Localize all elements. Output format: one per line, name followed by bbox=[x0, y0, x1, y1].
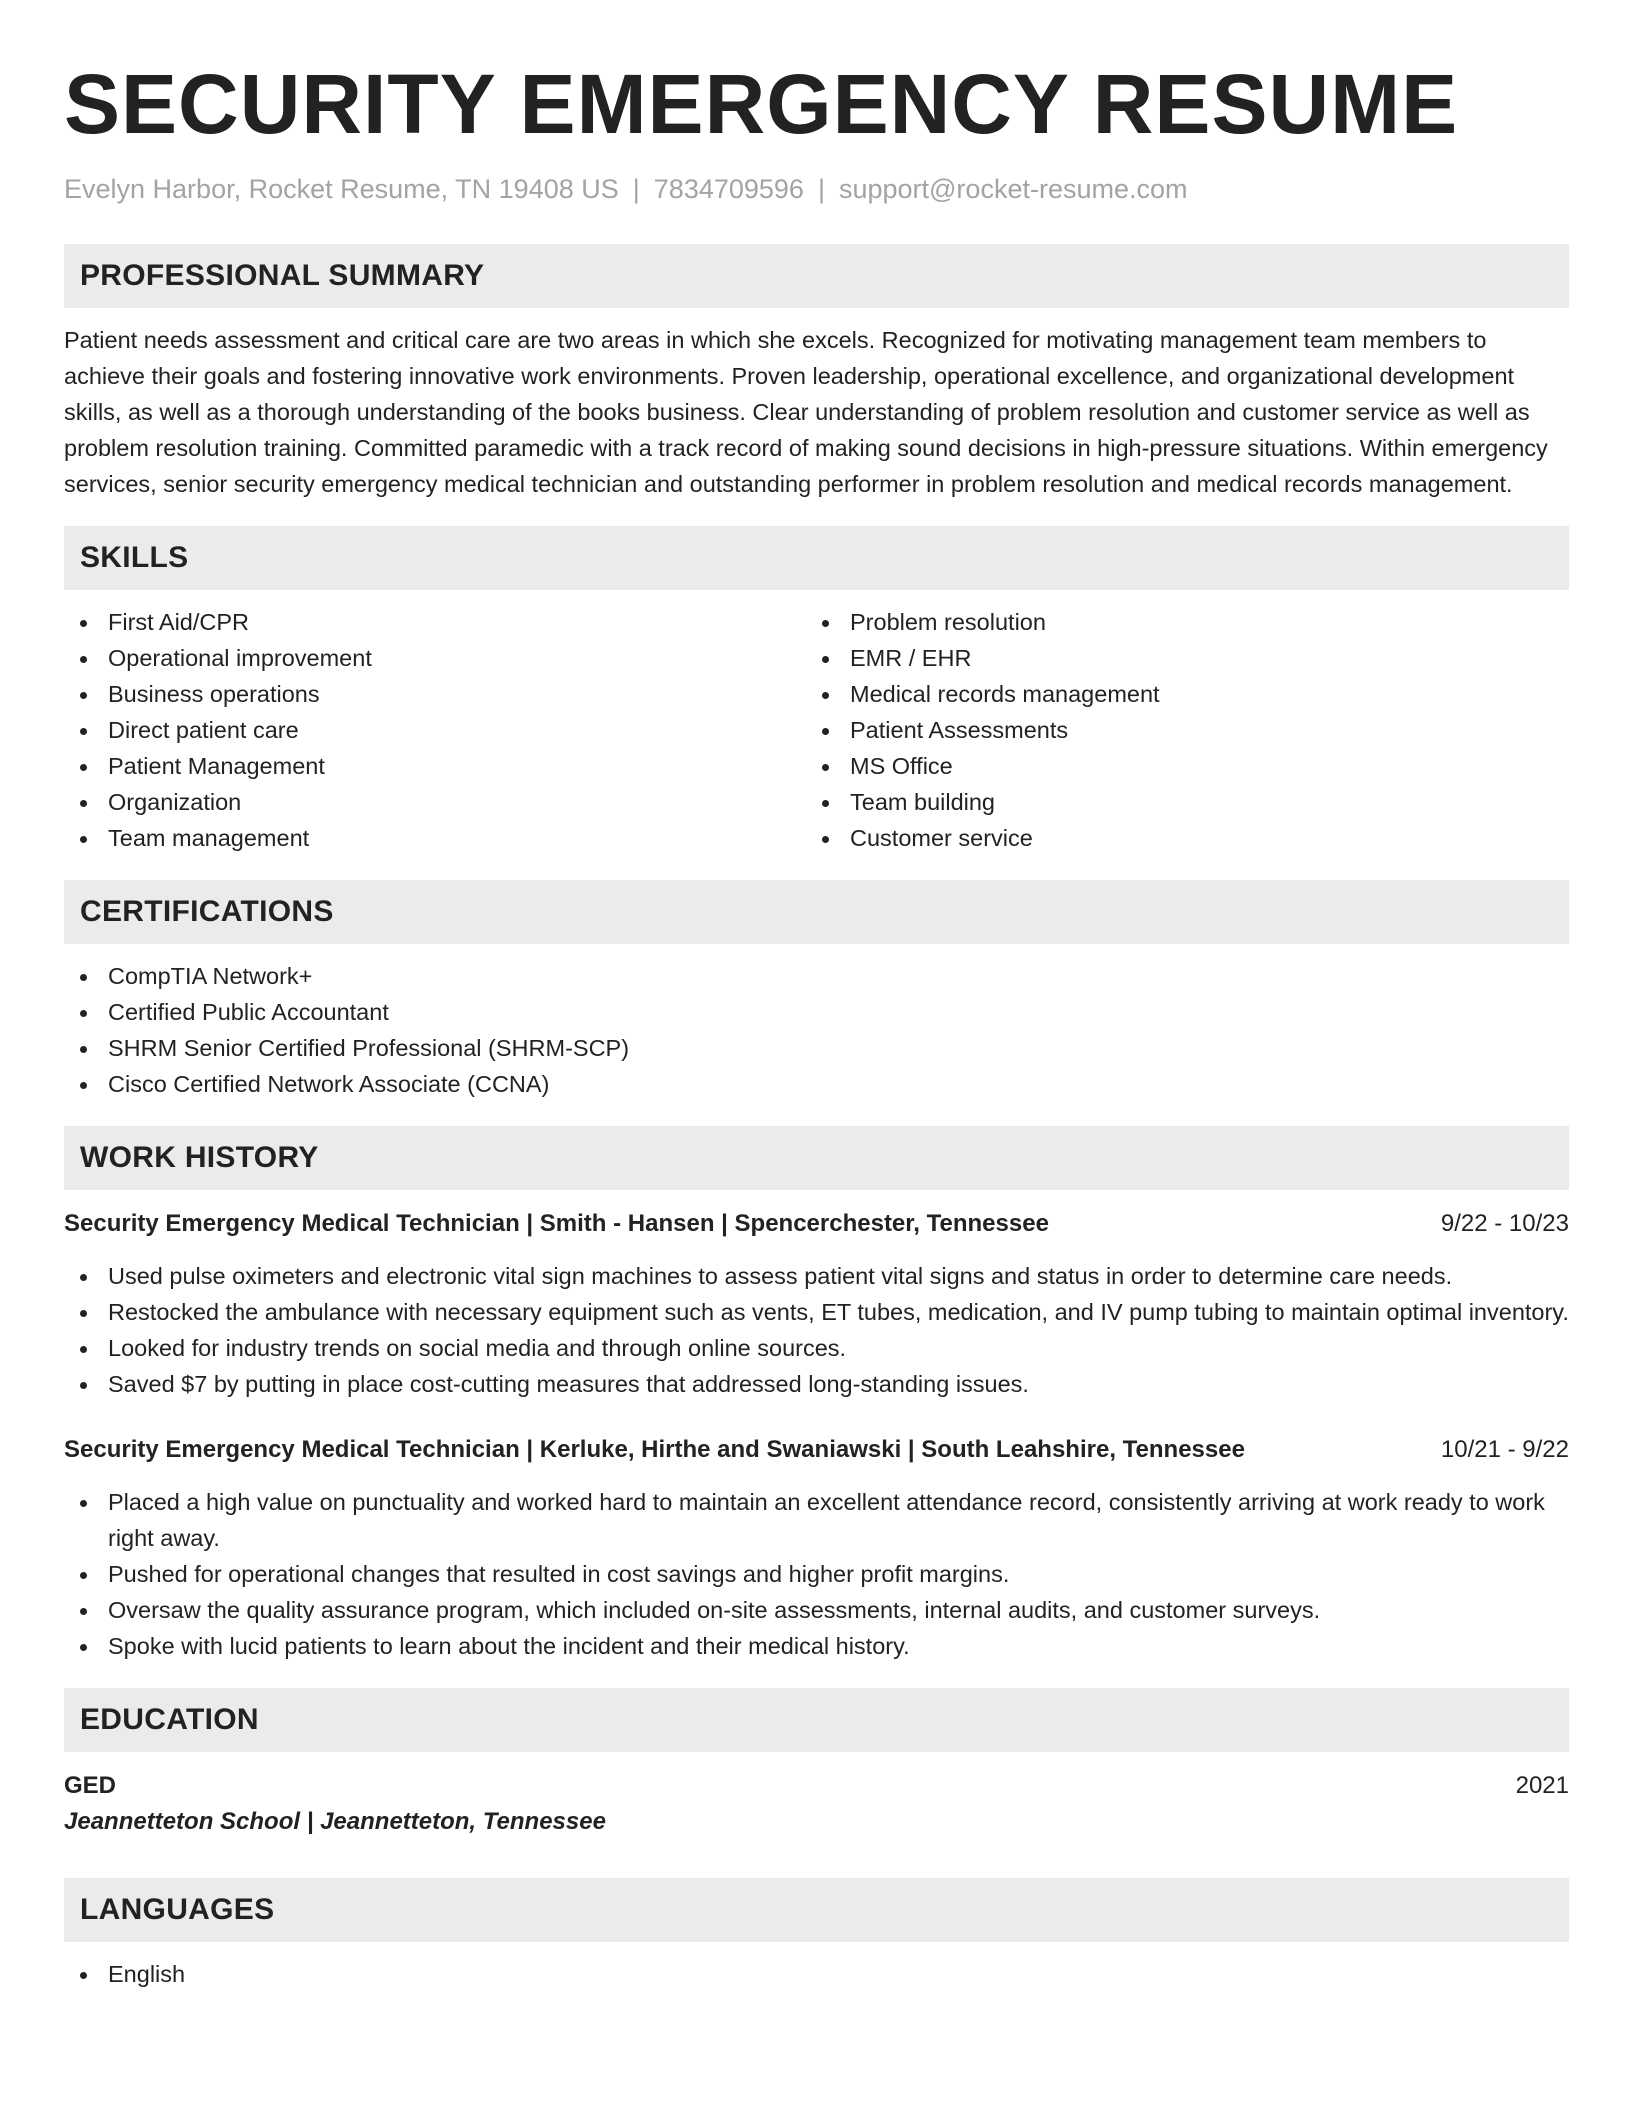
education-section-header bbox=[64, 1688, 1569, 1752]
skill-item: MS Office bbox=[806, 748, 1548, 784]
certifications-heading: CERTIFICATIONS bbox=[80, 895, 334, 928]
skills-list-right bbox=[806, 604, 1548, 856]
job-title: Security Emergency Medical Technician | Kerluke, Hirthe and Swaniawski | South Leahshire, Tennessee bbox=[64, 1436, 1245, 1463]
education-degree: GED bbox=[64, 1772, 117, 1799]
job-header bbox=[64, 1206, 1569, 1242]
job-bullet: Looked for industry trends on social media and through online sources. bbox=[64, 1330, 1569, 1366]
education-year: 2021 bbox=[1515, 1772, 1569, 1799]
certification-item: SHRM Senior Certified Professional (SHRM-SCP) bbox=[64, 1030, 1569, 1066]
work-heading: WORK HISTORY bbox=[80, 1141, 319, 1174]
contact-separator: | bbox=[817, 174, 825, 204]
languages-heading: LANGUAGES bbox=[80, 1893, 275, 1926]
contact-separator: | bbox=[632, 174, 640, 204]
job-bullet: Restocked the ambulance with necessary equipment such as vents, ET tubes, medication, and IV pump tubing to maintain optimal inventory. bbox=[64, 1294, 1569, 1330]
job-dates: 10/21 - 9/22 bbox=[1440, 1436, 1569, 1463]
skills-grid bbox=[64, 604, 1569, 856]
job-entry bbox=[64, 1432, 1569, 1664]
job-bullet: Saved $7 by putting in place cost-cutting measures that addressed long-standing issues. bbox=[64, 1366, 1569, 1402]
contact-line bbox=[64, 172, 1569, 206]
contact-email: support@rocket-resume.com bbox=[838, 174, 1188, 204]
skill-item: Problem resolution bbox=[806, 604, 1548, 640]
skills-heading: SKILLS bbox=[80, 541, 189, 574]
languages-list bbox=[64, 1956, 1569, 1992]
skill-item: Customer service bbox=[806, 820, 1548, 856]
skill-item: Business operations bbox=[64, 676, 806, 712]
summary-heading: PROFESSIONAL SUMMARY bbox=[80, 259, 485, 292]
job-bullet: Used pulse oximeters and electronic vital sign machines to assess patient vital signs and status in order to determine care needs. bbox=[64, 1258, 1569, 1294]
certification-item: Cisco Certified Network Associate (CCNA) bbox=[64, 1066, 1569, 1102]
job-bullets bbox=[64, 1258, 1569, 1402]
skill-item: Direct patient care bbox=[64, 712, 806, 748]
skills-list-left bbox=[64, 604, 806, 856]
job-bullet: Spoke with lucid patients to learn about the incident and their medical history. bbox=[64, 1628, 1569, 1664]
work-section-header bbox=[64, 1126, 1569, 1190]
job-bullets bbox=[64, 1484, 1569, 1664]
skill-item: Team building bbox=[806, 784, 1548, 820]
skill-item: First Aid/CPR bbox=[64, 604, 806, 640]
skill-item: Patient Assessments bbox=[806, 712, 1548, 748]
skill-item: Team management bbox=[64, 820, 806, 856]
skill-item: Operational improvement bbox=[64, 640, 806, 676]
summary-text: Patient needs assessment and critical care are two areas in which she excels. Recognized for motivating management team members to achieve their goals and fostering innovative work environments. Proven leadership, operational excellence, and organizational development skills, as well as a thorough understanding of the books business. Clear understanding of problem resolution and customer service as well as problem resolution training. Committed paramedic with a track record of making sound decisions in high-pressure situations. Within emergency services, senior security emergency medical technician and outstanding performer in problem resolution and medical records management. bbox=[64, 327, 1548, 497]
skill-item: Organization bbox=[64, 784, 806, 820]
job-title: Security Emergency Medical Technician | Smith - Hansen | Spencerchester, Tennessee bbox=[64, 1210, 1049, 1237]
resume-title: SECURITY EMERGENCY RESUME bbox=[64, 57, 1459, 151]
certification-item: Certified Public Accountant bbox=[64, 994, 1569, 1030]
skills-section-header bbox=[64, 526, 1569, 590]
contact-address: Evelyn Harbor, Rocket Resume, TN 19408 US bbox=[64, 174, 619, 204]
education-entry bbox=[64, 1768, 1569, 1840]
skills-column-left bbox=[64, 604, 806, 856]
skill-item: Patient Management bbox=[64, 748, 806, 784]
language-item: English bbox=[64, 1956, 1569, 1992]
skill-item: EMR / EHR bbox=[806, 640, 1548, 676]
job-entry bbox=[64, 1206, 1569, 1402]
education-school: Jeannetteton School | Jeannetteton, Tennessee bbox=[64, 1808, 606, 1835]
job-header bbox=[64, 1432, 1569, 1468]
education-heading: EDUCATION bbox=[80, 1703, 259, 1736]
certification-item: CompTIA Network+ bbox=[64, 958, 1569, 994]
summary-section-header bbox=[64, 244, 1569, 308]
job-bullet: Pushed for operational changes that resulted in cost savings and higher profit margins. bbox=[64, 1556, 1569, 1592]
job-dates: 9/22 - 10/23 bbox=[1440, 1210, 1569, 1237]
job-bullet: Placed a high value on punctuality and worked hard to maintain an excellent attendance record, consistently arriving at work ready to work right away. bbox=[64, 1484, 1569, 1556]
skill-item: Medical records management bbox=[806, 676, 1548, 712]
education-header bbox=[64, 1768, 1569, 1804]
contact-phone: 7834709596 bbox=[653, 174, 804, 204]
skills-column-right bbox=[806, 604, 1548, 856]
languages-section-header bbox=[64, 1878, 1569, 1942]
certifications-section-header bbox=[64, 880, 1569, 944]
certifications-list bbox=[64, 958, 1569, 1102]
job-bullet: Oversaw the quality assurance program, which included on-site assessments, internal audits, and customer surveys. bbox=[64, 1592, 1569, 1628]
